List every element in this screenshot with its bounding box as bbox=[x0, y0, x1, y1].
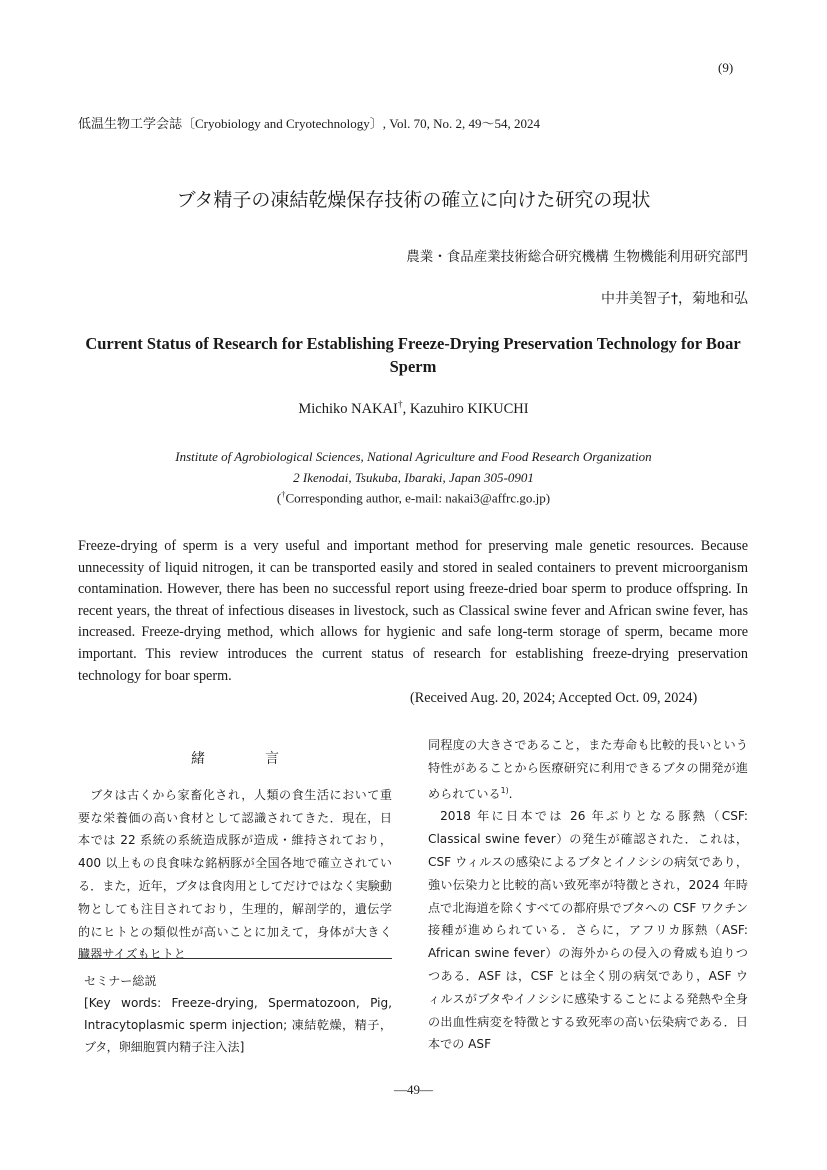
paragraph: 同程度の大きさであること，また寿命も比較的長いという特性があることから医療研究に利用できるブタの開発が進められている$^{1)}$. bbox=[428, 738, 748, 801]
corresponding-author: (†Corresponding author, e-mail: nakai3@affrc.go.jp) bbox=[276, 489, 551, 506]
authors-english bbox=[0, 400, 827, 418]
author-2: , Kazuhiro KIKUCHI bbox=[402, 400, 529, 417]
footnote-divider bbox=[78, 958, 392, 959]
paragraph: ブタは古くから家畜化され，人類の食生活において重要な栄養価の高い食材として認識されてきた．現在，日本では 22 系統の系統造成豚が造成・維持されており，400 以上もの良食味な銘柄豚が全国各地で確立されている．また，近年，ブタは食肉用としてだけではなく実験動物としても注目されており，生理的，解剖学的，遺伝学的にヒトとの類似性が高いことに加えて，身体が大きく臓器サイズもヒトと bbox=[78, 787, 392, 962]
corresponding-mark: † bbox=[397, 400, 403, 410]
institution bbox=[0, 446, 827, 488]
footnote bbox=[84, 970, 392, 1058]
institution-name: Institute of Agrobiological Sciences, National Agriculture and Food Research Organization bbox=[175, 449, 652, 464]
received-dates: (Received Aug. 20, 2024; Accepted Oct. 09, 2024) bbox=[410, 690, 698, 706]
corresponding-email: Corresponding author, e-mail: nakai3@affrc.go.jp) bbox=[285, 490, 551, 506]
paragraph: 2018 年に日本では 26 年ぶりとなる豚熱（CSF: Classical swine fever）の発生が確認された．これは，CSF ウィルスの感染によるブタとイノシシの病気であり，強い伝染力と比較的高い致死率が特徴とされ，2024 年時点で北海道を除くすべての都府県でブタへの CSF ワクチン接種が進められている．さらに，アフリカ豚熱（ASF: African swine fever）の海外からの侵入の脅威も迫りつつある．ASF は，CSF とは全く別の病気であり，ASF ウィルスがブタやイノシシに感染することによる発熱や全身の出血性病変を特徴とする致死率の高い伝染病である．日本での ASF bbox=[428, 809, 748, 1052]
page-number-top: (9) bbox=[718, 60, 734, 75]
institution-address: 2 Ikenodai, Tsukuba, Ibaraki, Japan 305-0901 bbox=[293, 470, 534, 485]
section-heading-introduction: 緒言 bbox=[191, 751, 339, 767]
abstract: Freeze-drying of sperm is a very useful and important method for preserving male genetic resources. Because unnecessity of liquid nitrogen, it can be transported easily and stored in sealed containers to prevent microorganism contamination. However, there has been no successful report using freeze-dried boar sperm to produce offspring. In recent years, the threat of infectious diseases in livestock, such as Classical swine fever and African swine fever, has increased. Freeze-drying method, which allows for hygienic and safe long-term storage of sperm, became more important. This review introduces the current status of research for establishing freeze-drying preservation technology for boar sperm. bbox=[78, 538, 748, 684]
page-number-bottom: ―49― bbox=[394, 1082, 433, 1097]
affiliation-japanese: 農業・食品産業技術総合研究機構 生物機能利用研究部門 bbox=[406, 249, 748, 265]
right-column bbox=[428, 734, 748, 1056]
left-column bbox=[78, 748, 392, 966]
author-1: Michiko NAKAI bbox=[298, 400, 398, 417]
footnote-label: セミナー総説 bbox=[84, 974, 157, 988]
citation-ref: 1) bbox=[500, 785, 509, 795]
footnote-keywords: [Key words: Freeze-drying, Spermatozoon, Pig, Intracytoplasmic sperm injection; 凍結乾燥，精子，ブタ，卵細胞質内精子注入法] bbox=[84, 996, 392, 1054]
title-japanese: ブタ精子の凍結乾燥保存技術の確立に向けた研究の現状 bbox=[176, 189, 651, 211]
title-english: Current Status of Research for Establishing Freeze-Drying Preservation Technology for Boar Sperm bbox=[85, 334, 741, 376]
authors-japanese: 中井美智子†，菊地和弘 bbox=[601, 291, 748, 307]
journal-citation: 低温生物工学会誌〔Cryobiology and Cryotechnology〕, Vol. 70, No. 2, 49～54, 2024 bbox=[78, 116, 540, 131]
